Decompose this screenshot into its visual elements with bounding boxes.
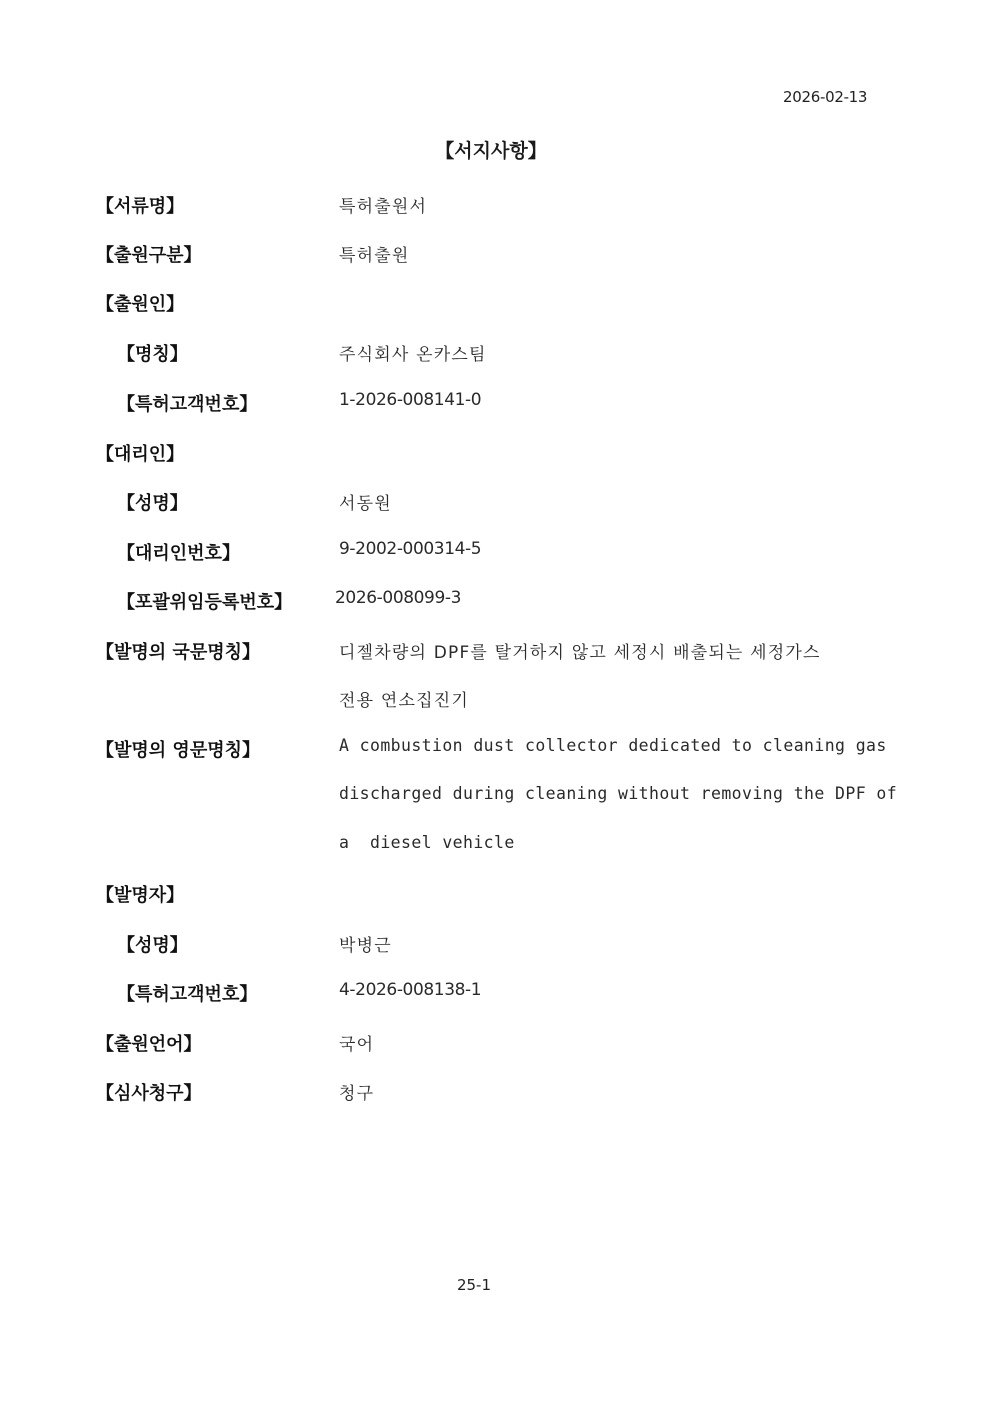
field-value-line-2: 전용 연소집진기 — [339, 691, 469, 711]
field-title-en-cont-1 — [0, 784, 1000, 814]
section-label: 【출원인】 — [96, 294, 185, 315]
field-label: 【심사청구】 — [96, 1083, 202, 1104]
field-value: 4-2026-008138-1 — [339, 980, 482, 1000]
field-value: 청구 — [339, 1084, 375, 1104]
field-label: 【특허고객번호】 — [117, 394, 258, 415]
field-inventor-customer-no — [0, 980, 1000, 1010]
field-app-category — [0, 241, 1000, 271]
field-label: 【명칭】 — [117, 344, 188, 365]
field-label: 【대리인번호】 — [117, 543, 240, 564]
document-heading: 【서지사항】 — [435, 140, 547, 162]
field-label: 【발명의 영문명칭】 — [96, 740, 260, 761]
document-date: 2026-02-13 — [783, 88, 868, 106]
field-value-line-2: discharged during cleaning without removing the DPF of — [339, 784, 898, 803]
field-value: 주식회사 온카스팀 — [339, 345, 487, 365]
section-applicant — [0, 290, 1000, 320]
field-title-ko-cont — [0, 686, 1000, 716]
field-value-line-1: A combustion dust collector dedicated to cleaning gas — [339, 736, 887, 755]
field-label: 【성명】 — [117, 493, 188, 514]
field-title-ko — [0, 638, 1000, 668]
field-app-language — [0, 1030, 1000, 1060]
field-value-line-3: a diesel vehicle — [339, 833, 515, 852]
field-value: 특허출원 — [339, 246, 410, 266]
field-applicant-name — [0, 340, 1000, 370]
page-number: 25-1 — [456, 1276, 492, 1294]
field-label: 【포괄위임등록번호】 — [117, 592, 293, 613]
field-agent-no — [0, 539, 1000, 569]
section-inventor — [0, 881, 1000, 911]
field-value: 국어 — [339, 1035, 375, 1055]
field-value: 특허출원서 — [339, 197, 428, 217]
field-label: 【특허고객번호】 — [117, 984, 258, 1005]
field-doc-type — [0, 192, 1000, 222]
field-exam-request — [0, 1079, 1000, 1109]
section-label: 【발명자】 — [96, 885, 185, 906]
field-blanket-reg-no — [0, 588, 1000, 618]
field-value: 박병근 — [339, 936, 392, 956]
section-label: 【대리인】 — [96, 444, 185, 465]
field-label: 【출원언어】 — [96, 1034, 202, 1055]
field-agent-name — [0, 489, 1000, 519]
field-value: 2026-008099-3 — [335, 588, 462, 608]
field-label: 【성명】 — [117, 935, 188, 956]
field-value: 9-2002-000314-5 — [339, 539, 482, 559]
section-agent — [0, 440, 1000, 470]
field-value-line-1: 디젤차량의 DPF를 탈거하지 않고 세정시 배출되는 세정가스 — [339, 643, 821, 663]
field-label: 【발명의 국문명칭】 — [96, 642, 260, 663]
field-title-en-cont-2 — [0, 833, 1000, 863]
field-value: 1-2026-008141-0 — [339, 390, 482, 410]
field-applicant-customer-no — [0, 390, 1000, 420]
field-title-en — [0, 736, 1000, 766]
field-inventor-name — [0, 931, 1000, 961]
field-label: 【서류명】 — [96, 196, 185, 217]
field-value: 서동원 — [339, 494, 392, 514]
field-label: 【출원구분】 — [96, 245, 202, 266]
